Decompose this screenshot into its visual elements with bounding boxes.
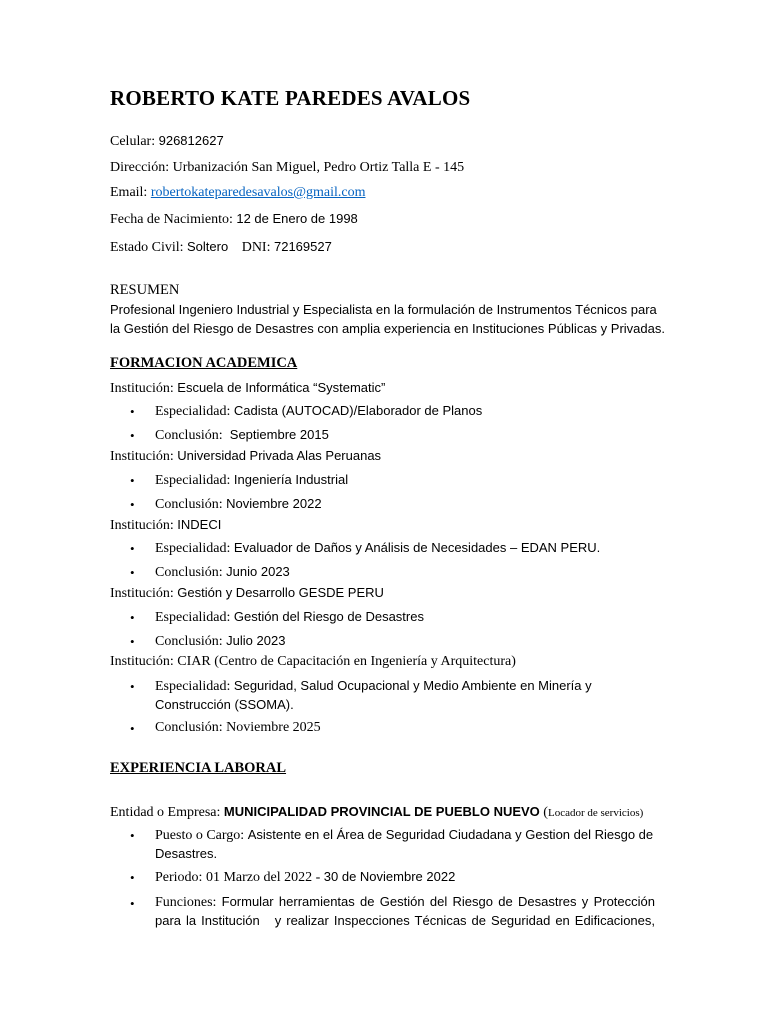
institucion-value: INDECI xyxy=(177,517,222,532)
bullet-icon: • xyxy=(130,497,135,512)
especialidad-label: Especialidad: xyxy=(155,404,231,419)
bullet-icon: • xyxy=(130,870,135,885)
experiencia-puesto xyxy=(155,826,655,863)
institucion-value: Escuela de Informática “Systematic” xyxy=(177,380,386,395)
contact-celular xyxy=(110,133,224,150)
formacion-especialidad xyxy=(155,539,655,558)
bullet-icon: • xyxy=(130,721,135,736)
formacion-especialidad xyxy=(155,471,655,490)
periodo-end: 30 de Noviembre 2022 xyxy=(323,869,456,884)
formacion-conclusion xyxy=(155,426,655,445)
contact-direccion xyxy=(110,160,464,176)
institucion-label: Institución: xyxy=(110,381,174,396)
bullet-icon: • xyxy=(130,828,135,843)
cv-name-heading: ROBERTO KATE PAREDES AVALOS xyxy=(110,86,471,110)
resumen-line: la Gestión del Riesgo de Desastres con amplia experiencia en Instituciones Públicas y Privadas. xyxy=(110,321,665,336)
resumen-line: Profesional Ingeniero Industrial y Especialista en la formulación de Instrumentos Técnicos para xyxy=(110,302,657,317)
bullet-icon: • xyxy=(130,404,135,419)
conclusion-label: Conclusión: xyxy=(155,565,223,580)
bullet-icon: • xyxy=(130,679,135,694)
formacion-institucion xyxy=(110,380,385,397)
entidad-note: Locador de servicios) xyxy=(547,807,644,819)
especialidad-value: Evaluador de Daños y Análisis de Necesidades – EDAN PERU. xyxy=(233,540,601,555)
conclusion-label: Conclusión: xyxy=(155,497,223,512)
entidad-label: Entidad o Empresa: xyxy=(110,805,221,820)
formacion-heading: FORMACION ACADEMICA xyxy=(110,355,298,371)
conclusion-label: Conclusión: xyxy=(155,720,223,735)
funciones-label: Funciones: xyxy=(155,895,217,910)
dni-label: DNI: xyxy=(241,240,271,255)
periodo-start: 01 Marzo del 2022 - xyxy=(205,870,321,885)
direccion-value: Urbanización San Miguel, Pedro Ortiz Talla E - 145 xyxy=(172,160,465,175)
formacion-conclusion xyxy=(155,632,655,651)
bullet-icon: • xyxy=(130,565,135,580)
bullet-icon: • xyxy=(130,610,135,625)
resumen-paragraph xyxy=(110,300,670,338)
direccion-label: Dirección: xyxy=(110,160,170,175)
email-label: Email: xyxy=(110,185,148,200)
email-link[interactable]: robertokateparedesavalos@gmail.com xyxy=(150,185,366,200)
bullet-icon: • xyxy=(130,428,135,443)
experiencia-periodo xyxy=(155,868,655,887)
conclusion-label: Conclusión: xyxy=(155,428,223,443)
experiencia-funciones xyxy=(155,893,655,930)
conclusion-value: Noviembre 2025 xyxy=(226,720,321,735)
especialidad-label: Especialidad: xyxy=(155,473,231,488)
puesto-label: Puesto o Cargo: xyxy=(155,828,245,843)
entidad-note-paren: ( xyxy=(539,805,548,820)
puesto-value-cont: Desastres. xyxy=(155,846,218,861)
fecha-label: Fecha de Nacimiento: xyxy=(110,212,233,227)
formacion-institucion xyxy=(110,517,221,534)
conclusion-value: Noviembre 2022 xyxy=(226,496,322,511)
formacion-especialidad xyxy=(155,608,655,627)
especialidad-label: Especialidad: xyxy=(155,610,231,625)
entidad-value: MUNICIPALIDAD PROVINCIAL DE PUEBLO NUEVO xyxy=(223,804,540,819)
funciones-value: Formular herramientas de Gestión del Riesgo de Desastres y Protección xyxy=(221,894,655,909)
contact-email xyxy=(110,185,365,201)
formacion-conclusion xyxy=(155,719,655,737)
formacion-conclusion xyxy=(155,563,655,582)
formacion-conclusion xyxy=(155,495,655,514)
formacion-institucion xyxy=(110,585,384,602)
especialidad-value: Ingeniería Industrial xyxy=(233,472,349,487)
dni-value: 72169527 xyxy=(273,239,332,254)
bullet-icon: • xyxy=(130,896,135,911)
especialidad-label: Especialidad: xyxy=(155,679,231,694)
institucion-value: Gestión y Desarrollo GESDE PERU xyxy=(177,585,384,600)
conclusion-value: Septiembre 2015 xyxy=(226,427,329,442)
periodo-label: Periodo: xyxy=(155,870,203,885)
institucion-label: Institución: xyxy=(110,449,174,464)
institucion-label: Institución: xyxy=(110,586,174,601)
especialidad-value: Seguridad, Salud Ocupacional y Medio Ambiente en Minería y xyxy=(233,678,592,693)
institucion-value: CIAR (Centro de Capacitación en Ingeniería y Arquitectura) xyxy=(177,654,516,669)
especialidad-value-cont: Construcción (SSOMA). xyxy=(155,697,294,712)
bullet-icon: • xyxy=(130,634,135,649)
estado-value: Soltero xyxy=(187,239,229,254)
contact-fecha xyxy=(110,211,358,228)
conclusion-value: Julio 2023 xyxy=(226,633,286,648)
especialidad-value: Gestión del Riesgo de Desastres xyxy=(233,609,424,624)
institucion-label: Institución: xyxy=(110,518,174,533)
bullet-icon: • xyxy=(130,473,135,488)
puesto-value: Asistente en el Área de Seguridad Ciudadana y Gestion del Riesgo de xyxy=(247,827,654,842)
bullet-icon: • xyxy=(130,541,135,556)
conclusion-label: Conclusión: xyxy=(155,634,223,649)
formacion-especialidad xyxy=(155,677,655,714)
formacion-especialidad xyxy=(155,402,655,421)
formacion-institucion xyxy=(110,654,516,670)
conclusion-value: Junio 2023 xyxy=(226,564,290,579)
institucion-value: Universidad Privada Alas Peruanas xyxy=(177,448,382,463)
resumen-heading: RESUMEN xyxy=(110,282,180,298)
formacion-institucion xyxy=(110,448,381,465)
celular-value: 926812627 xyxy=(158,133,224,148)
experiencia-entidad xyxy=(110,804,643,821)
especialidad-value: Cadista (AUTOCAD)/Elaborador de Planos xyxy=(233,403,483,418)
celular-label: Celular: xyxy=(110,134,156,149)
fecha-value: 12 de Enero de 1998 xyxy=(236,211,358,226)
funciones-value-cont: para la Institución y realizar Inspecciones Técnicas de Seguridad en Edificaciones, xyxy=(155,913,655,928)
institucion-label: Institución: xyxy=(110,654,174,669)
estado-label: Estado Civil: xyxy=(110,240,184,255)
especialidad-label: Especialidad: xyxy=(155,541,231,556)
contact-estado xyxy=(110,239,332,256)
experiencia-heading: EXPERIENCIA LABORAL xyxy=(110,760,287,776)
